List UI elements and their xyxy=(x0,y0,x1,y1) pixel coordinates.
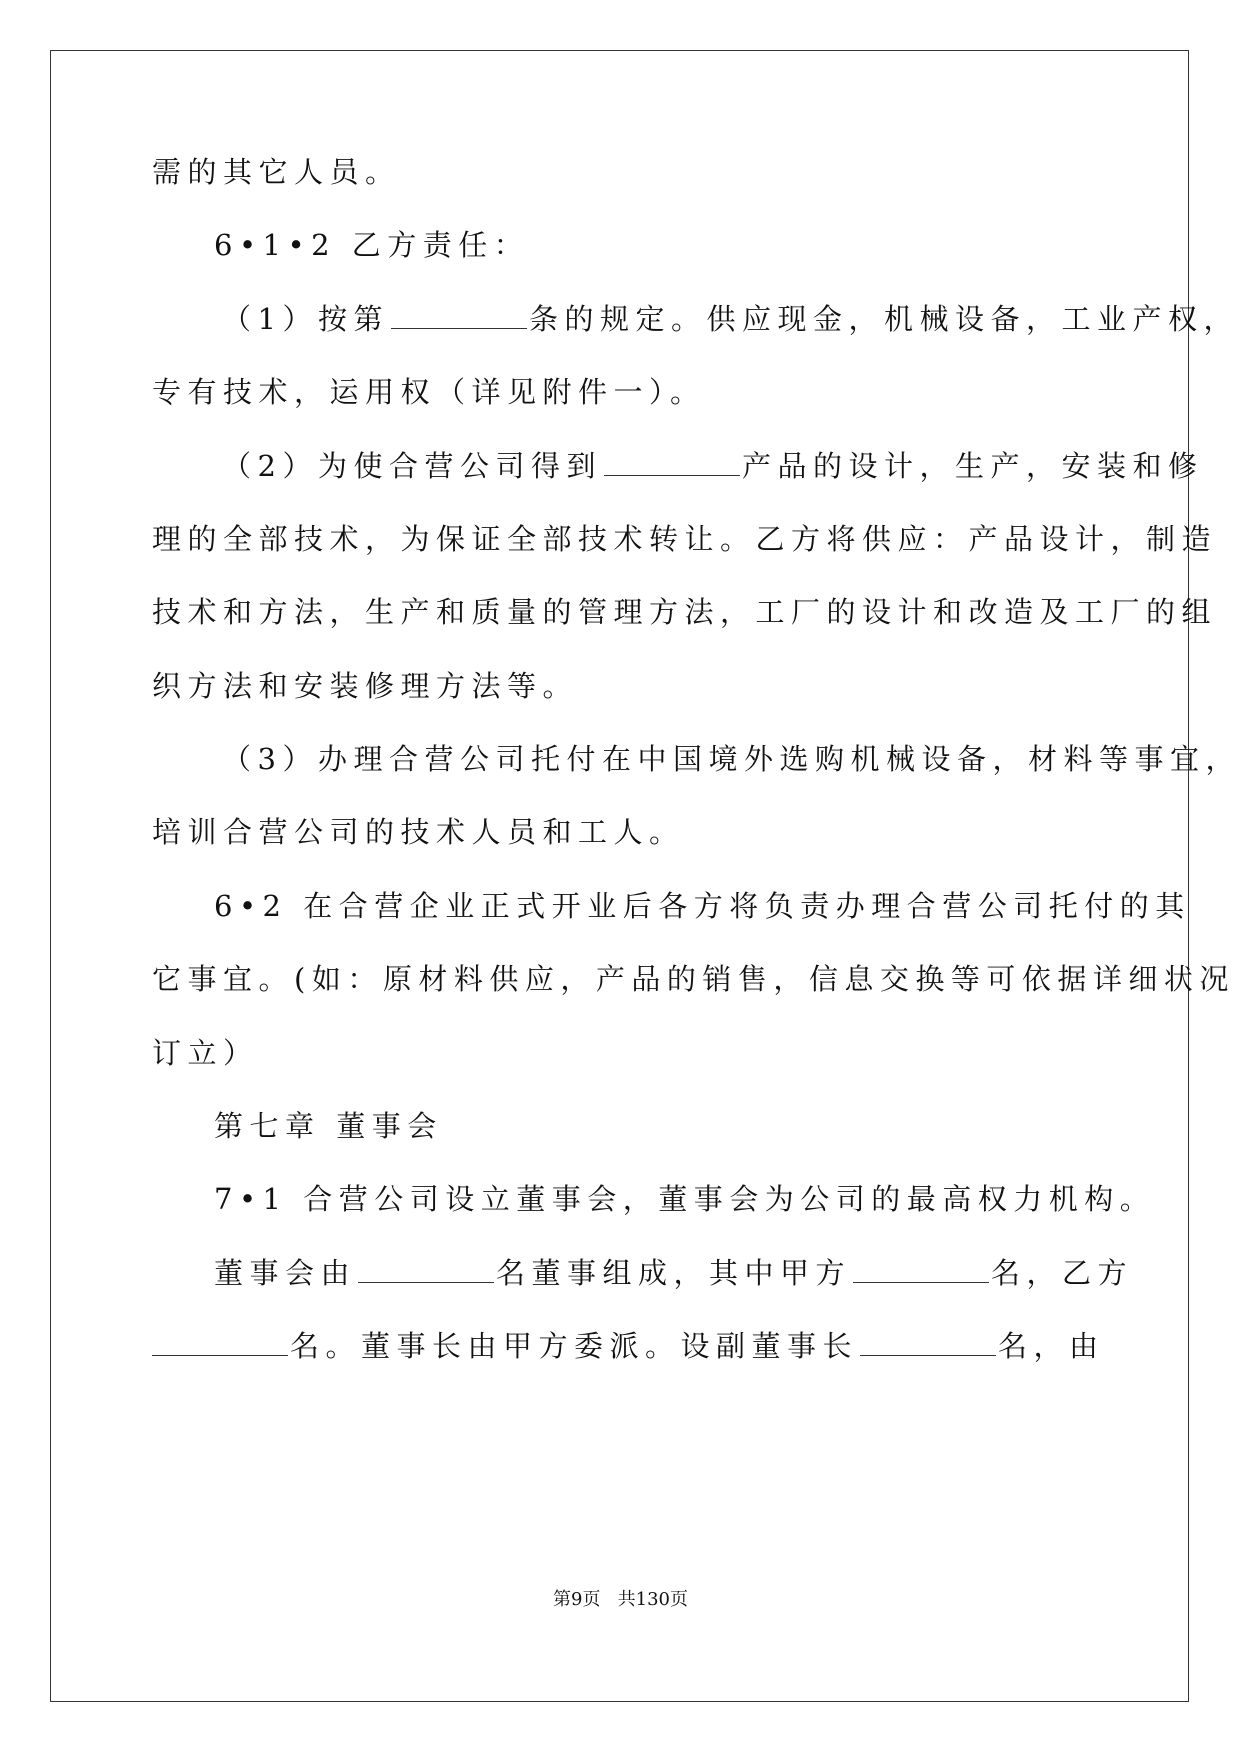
chapter-heading: 第七章 董事会 xyxy=(214,1109,443,1143)
text-line: 订立） xyxy=(152,1036,259,1070)
text-line: 它事宜。(如：原材料供应，产品的销售，信息交换等可依据详细状况 xyxy=(152,962,1235,996)
text-line: 6•2 在合营企业正式开业后各方将负责办理合营公司托付的其 xyxy=(214,889,1191,923)
text-line xyxy=(222,302,1239,336)
text-line: 培训合营公司的技术人员和工人。 xyxy=(152,815,685,849)
text-segment: 名董事组成，其中甲方 xyxy=(496,1256,852,1290)
fill-blank[interactable] xyxy=(358,1281,494,1283)
text-segment: 条的规定。供应现金，机械设备，工业产权， xyxy=(528,302,1239,336)
text-line: 技术和方法，生产和质量的管理方法，工厂的设计和改造及工厂的组 xyxy=(152,595,1218,629)
text-line xyxy=(214,1256,1134,1290)
text-line xyxy=(152,1329,1105,1363)
page-border xyxy=(50,50,1189,1702)
text-line: 理的全部技术，为保证全部技术转让。乙方将供应：产品设计，制造 xyxy=(152,522,1218,556)
text-segment: 董事会由 xyxy=(214,1256,357,1290)
text-line: 织方法和安装修理方法等。 xyxy=(152,669,579,703)
text-segment: 名，乙方 xyxy=(991,1256,1134,1290)
page-footer: 第9页 共130页 xyxy=(553,1589,688,1610)
text-segment: 名。董事长由甲方委派。设副董事长 xyxy=(290,1329,859,1363)
text-line: 7•1 合营公司设立董事会，董事会为公司的最高权力机构。 xyxy=(214,1182,1156,1216)
text-segment: 产品的设计，生产，安装和修 xyxy=(741,449,1204,483)
fill-blank[interactable] xyxy=(853,1281,989,1283)
text-line xyxy=(222,449,1204,483)
fill-blank[interactable] xyxy=(152,1354,288,1356)
text-segment: （1）按第 xyxy=(222,302,389,336)
text-line: （3）办理合营公司托付在中国境外选购机械设备，材料等事宜， xyxy=(222,742,1241,776)
fill-blank[interactable] xyxy=(604,474,740,476)
text-segment: 名，由 xyxy=(998,1329,1105,1363)
section-heading: 6•1•2 乙方责任： xyxy=(214,228,530,262)
fill-blank[interactable] xyxy=(391,327,527,329)
fill-blank[interactable] xyxy=(860,1354,996,1356)
text-segment: （2）为使合营公司得到 xyxy=(222,449,602,483)
text-line: 需的其它人员。 xyxy=(152,155,401,189)
text-line: 专有技术，运用权（详见附件一）。 xyxy=(152,375,706,409)
